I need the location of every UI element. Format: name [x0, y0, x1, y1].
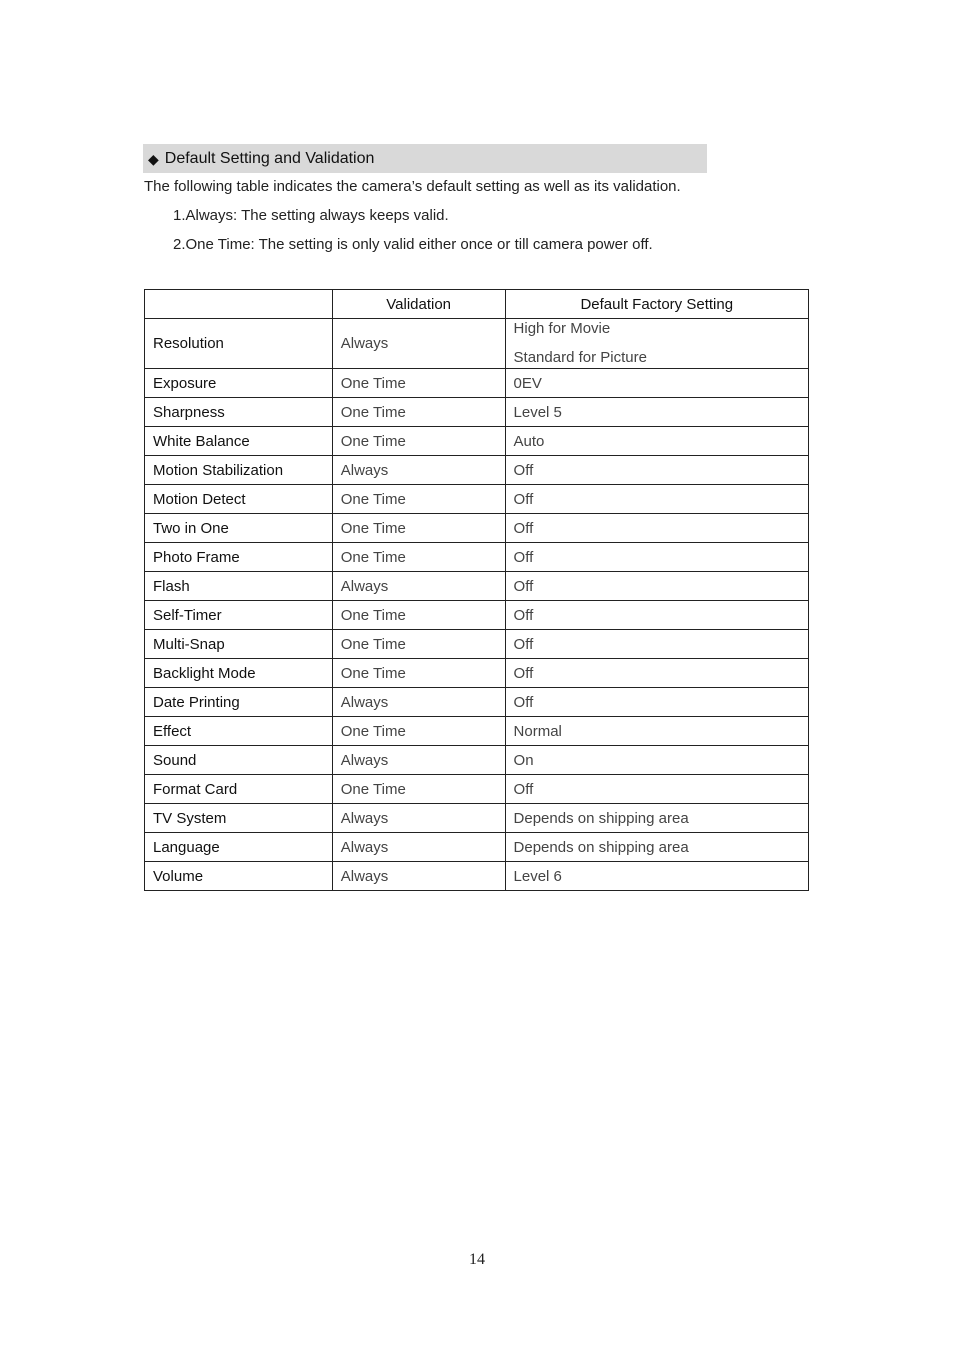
- header-validation: Validation: [332, 290, 505, 319]
- setting-name: Motion Detect: [145, 485, 333, 514]
- setting-validation: One Time: [332, 543, 505, 572]
- table-body: [145, 319, 809, 891]
- setting-default: Auto: [505, 427, 808, 456]
- setting-default: Off: [505, 688, 808, 717]
- page-number: 14: [469, 1251, 485, 1268]
- setting-validation: One Time: [332, 601, 505, 630]
- settings-table: [144, 289, 809, 891]
- setting-validation-text: Always: [340, 334, 389, 352]
- section-title: Default Setting and Validation: [164, 149, 375, 167]
- setting-name: Backlight Mode: [145, 659, 333, 688]
- section-heading: [143, 144, 707, 173]
- setting-default: [505, 319, 808, 369]
- table-row: [145, 659, 809, 688]
- rule-one-time: 2.One Time: The setting is only valid either once or till camera power off.: [173, 236, 653, 253]
- setting-validation: Always: [332, 833, 505, 862]
- setting-default: Level 5: [505, 398, 808, 427]
- setting-default: Off: [505, 572, 808, 601]
- setting-validation: One Time: [332, 427, 505, 456]
- table-row: [145, 427, 809, 456]
- table-row: [145, 369, 809, 398]
- rule-always: 1.Always: The setting always keeps valid.: [173, 207, 449, 224]
- setting-name: Sharpness: [145, 398, 333, 427]
- setting-validation: Always: [332, 688, 505, 717]
- setting-default-line: High for Movie: [513, 320, 611, 337]
- table-row: [145, 601, 809, 630]
- setting-validation: [332, 319, 505, 369]
- table-row: [145, 572, 809, 601]
- setting-validation: Always: [332, 572, 505, 601]
- setting-name: Language: [145, 833, 333, 862]
- setting-name: Sound: [145, 746, 333, 775]
- table-row: [145, 833, 809, 862]
- table-row: [145, 630, 809, 659]
- setting-validation: Always: [332, 456, 505, 485]
- table-row: [145, 485, 809, 514]
- setting-default: Depends on shipping area: [505, 804, 808, 833]
- setting-name: Effect: [145, 717, 333, 746]
- setting-name: Exposure: [145, 369, 333, 398]
- setting-default: On: [505, 746, 808, 775]
- setting-default: Level 6: [505, 862, 808, 891]
- table-row: [145, 717, 809, 746]
- setting-validation: One Time: [332, 398, 505, 427]
- setting-name: Motion Stabilization: [145, 456, 333, 485]
- setting-name: Volume: [145, 862, 333, 891]
- setting-validation: One Time: [332, 775, 505, 804]
- setting-default: Off: [505, 456, 808, 485]
- setting-validation: One Time: [332, 369, 505, 398]
- table-row: [145, 456, 809, 485]
- table-row: [145, 514, 809, 543]
- setting-default: Off: [505, 659, 808, 688]
- table-row: [145, 543, 809, 572]
- table-row: [145, 319, 809, 369]
- setting-default: Depends on shipping area: [505, 833, 808, 862]
- table-row: [145, 775, 809, 804]
- setting-name-text: Resolution: [153, 334, 224, 352]
- setting-default-line: Standard for Picture: [513, 349, 647, 366]
- setting-default: Off: [505, 775, 808, 804]
- setting-default: Off: [505, 543, 808, 572]
- header-default-factory-setting: Default Factory Setting: [505, 290, 808, 319]
- setting-validation: Always: [332, 862, 505, 891]
- setting-default: Off: [505, 601, 808, 630]
- setting-name: Date Printing: [145, 688, 333, 717]
- setting-validation: Always: [332, 804, 505, 833]
- setting-default: 0EV: [505, 369, 808, 398]
- setting-validation: One Time: [332, 630, 505, 659]
- setting-default: Off: [505, 514, 808, 543]
- setting-validation: One Time: [332, 514, 505, 543]
- setting-name: White Balance: [145, 427, 333, 456]
- setting-name: [145, 319, 333, 369]
- setting-validation: One Time: [332, 485, 505, 514]
- header-item: [145, 290, 333, 319]
- setting-validation: One Time: [332, 659, 505, 688]
- setting-name: Two in One: [145, 514, 333, 543]
- setting-default: Off: [505, 630, 808, 659]
- setting-name: Photo Frame: [145, 543, 333, 572]
- setting-name: Flash: [145, 572, 333, 601]
- intro-paragraph: The following table indicates the camera’s default setting as well as its validation.: [144, 178, 681, 195]
- diamond-bullet-icon: ◆: [148, 150, 159, 167]
- setting-name: TV System: [145, 804, 333, 833]
- setting-validation: One Time: [332, 717, 505, 746]
- table-header-row: [145, 290, 809, 319]
- setting-name: Format Card: [145, 775, 333, 804]
- setting-default: Off: [505, 485, 808, 514]
- setting-validation: Always: [332, 746, 505, 775]
- table-row: [145, 398, 809, 427]
- table-row: [145, 688, 809, 717]
- table-row: [145, 804, 809, 833]
- setting-default: Normal: [505, 717, 808, 746]
- table-row: [145, 862, 809, 891]
- table-row: [145, 746, 809, 775]
- setting-name: Multi-Snap: [145, 630, 333, 659]
- setting-name: Self-Timer: [145, 601, 333, 630]
